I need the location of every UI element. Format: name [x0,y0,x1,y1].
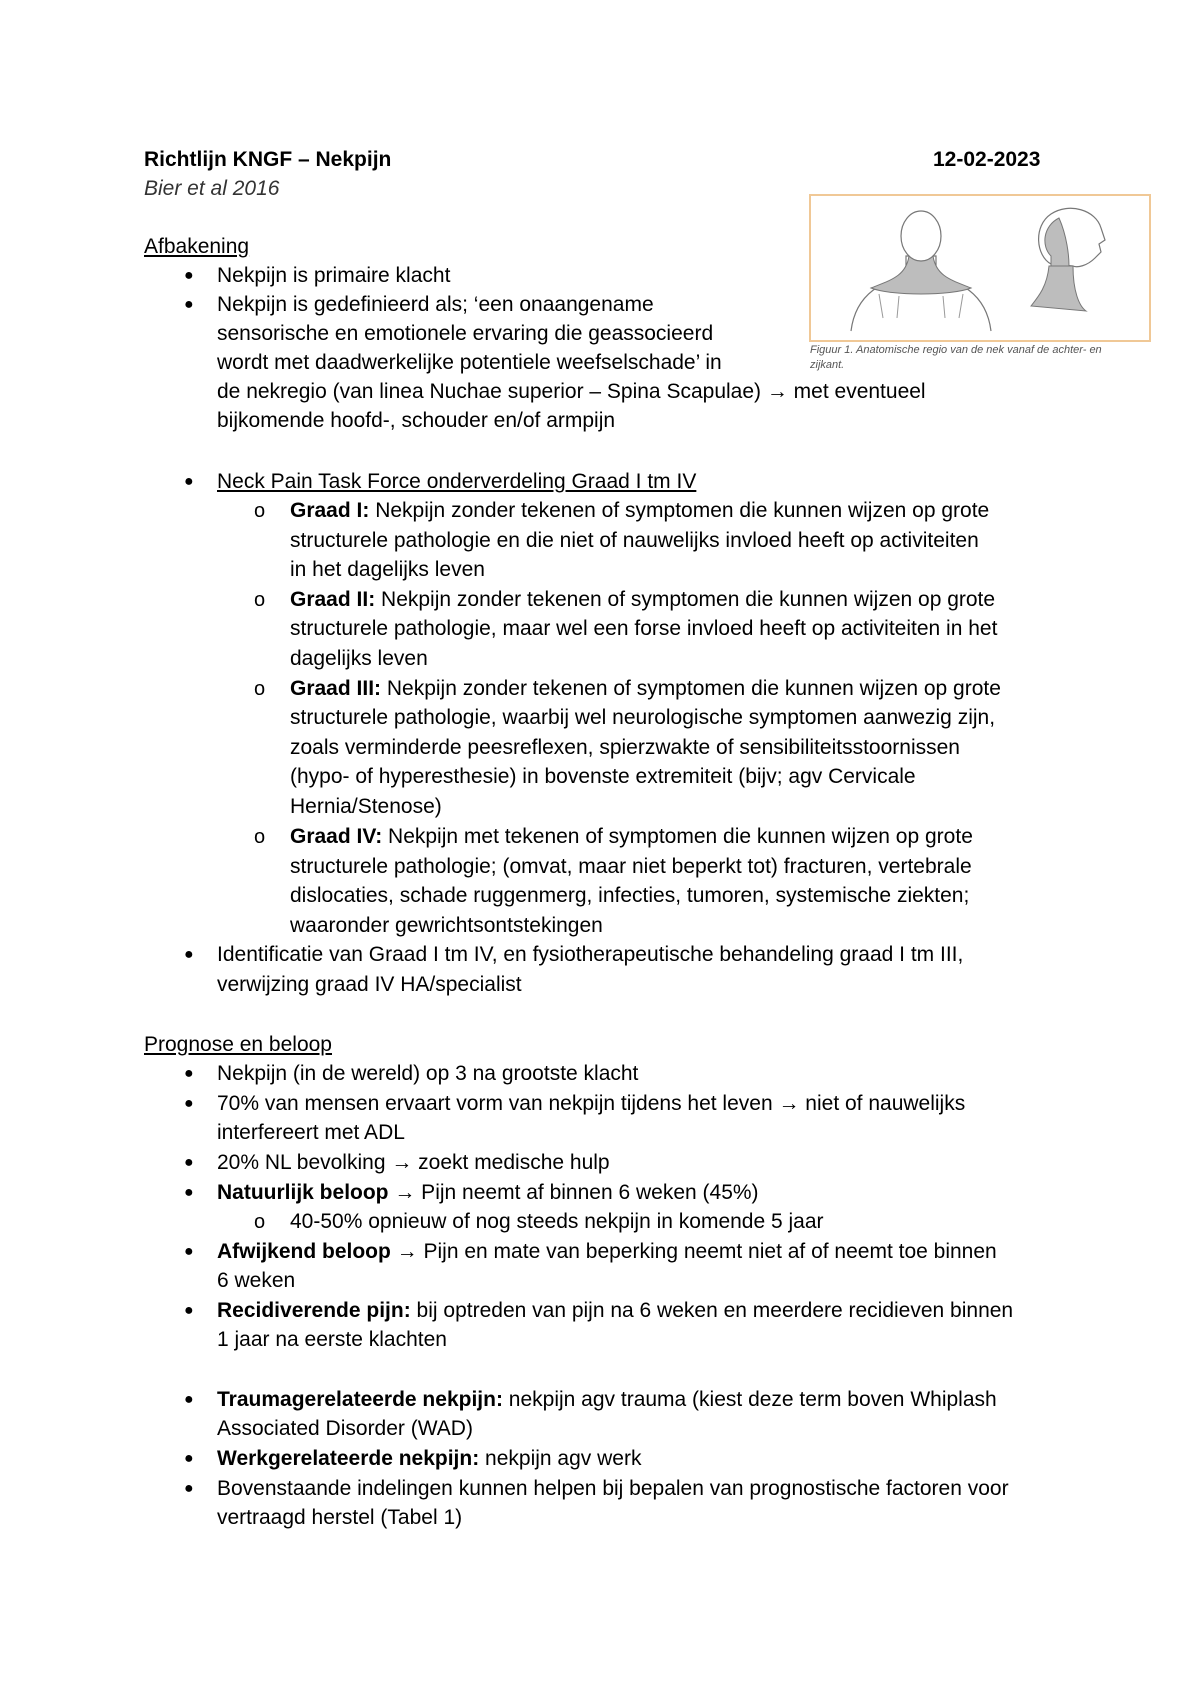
sub-list-item-continuation: in het dagelijks leven [290,558,485,581]
bullet-icon: ● [184,267,194,284]
bullet-icon: ● [184,1302,194,1319]
sub-list-item: o Graad IV: Nekpijn met tekenen of symptomen die kunnen wijzen op grote [0,822,1200,852]
list-item-continuation: vertraagd herstel (Tabel 1) [217,1506,463,1529]
sub-list-item-continuation: waaronder gewrichtsontstekingen [290,914,603,937]
bullet-icon: ● [184,473,194,490]
sub-list-item: o Graad II: Nekpijn zonder tekenen of symptomen die kunnen wijzen op grote [0,585,1200,615]
list-item-continuation: interfereert met ADL [217,1121,405,1144]
list-item: ● Neck Pain Task Force onderverdeling Graad I tm IV [0,467,1200,497]
list-item: ● Werkgerelateerde nekpijn: nekpijn agv werk [0,1444,1200,1474]
list-item: ● 20% NL bevolking → zoekt medische hulp [0,1148,1200,1178]
circle-bullet-icon: o [254,1211,266,1233]
figure-caption: Figuur 1. Anatomische regio van de nek vanaf de achter- en zijkant. [810,344,1102,371]
list-item-continuation: 6 weken [217,1269,296,1292]
list-item: ● Nekpijn is gedefinieerd als; ‘een onaangename [0,290,1200,320]
circle-bullet-icon: o [254,678,266,700]
sub-list-item-continuation: (hypo- of hyperesthesie) in bovenste extremiteit (bijv; agv Cervicale [290,765,916,788]
sub-list-item-continuation: zoals verminderde peesreflexen, spierzwakte of sensibiliteitsstoornissen [290,736,960,759]
list-item: ● Natuurlijk beloop → Pijn neemt af binnen 6 weken (45%) [0,1178,1200,1208]
circle-bullet-icon: o [254,826,266,848]
bullet-icon: ● [184,946,194,963]
list-item-continuation: 1 jaar na eerste klachten [217,1328,447,1351]
sub-list-item-continuation: dagelijks leven [290,647,428,670]
bullet-icon: ● [184,1154,194,1171]
bullet-icon: ● [184,1095,194,1112]
list-item: ● Afwijkend beloop → Pijn en mate van beperking neemt niet af of neemt toe binnen [0,1237,1200,1267]
sub-list-item-continuation: structurele pathologie, waarbij wel neurologische symptomen aanwezig zijn, [290,706,996,729]
list-item-continuation: de nekregio (van linea Nuchae superior – Spina Scapulae) → met eventueel [217,380,926,403]
sub-list-item-continuation: structurele pathologie, maar wel een forse invloed heeft op activiteiten in het [290,617,998,640]
list-item: ● Nekpijn (in de wereld) op 3 na grootste klacht [0,1059,1200,1089]
bullet-icon: ● [184,1480,194,1497]
list-item-continuation: Associated Disorder (WAD) [217,1417,473,1440]
document-author: Bier et al 2016 [144,177,280,200]
list-item-continuation: bijkomende hoofd-, schouder en/of armpijn [217,409,616,432]
list-item-continuation: wordt met daadwerkelijke potentiele weefselschade’ in [217,351,722,374]
sub-list-item: o Graad I: Nekpijn zonder tekenen of symptomen die kunnen wijzen op grote [0,496,1200,526]
sub-list-item: o 40-50% opnieuw of nog steeds nekpijn in komende 5 jaar [0,1207,1200,1237]
sub-list-item-continuation: structurele pathologie; (omvat, maar niet beperkt tot) fracturen, vertebrale [290,855,972,878]
sub-list-item: o Graad III: Nekpijn zonder tekenen of symptomen die kunnen wijzen op grote [0,674,1200,704]
bullet-icon: ● [184,1450,194,1467]
sub-list-item-continuation: Hernia/Stenose) [290,795,442,818]
list-item: ● Nekpijn is primaire klacht [0,261,1200,291]
bullet-icon: ● [184,1184,194,1201]
list-item: ● Recidiverende pijn: bij optreden van pijn na 6 weken en meerdere recidieven binnen [0,1296,1200,1326]
circle-bullet-icon: o [254,589,266,611]
list-item: ● Identificatie van Graad I tm IV, en fysiotherapeutische behandeling graad I tm III, [0,940,1200,970]
section-heading-prognose: Prognose en beloop [144,1033,332,1056]
list-item: ● 70% van mensen ervaart vorm van nekpijn tijdens het leven → niet of nauwelijks [0,1089,1200,1119]
bullet-icon: ● [184,1243,194,1260]
bullet-icon: ● [184,296,194,313]
document-date: 12-02-2023 [933,148,1041,171]
sub-list-item-continuation: dislocaties, schade ruggenmerg, infecties, tumoren, systemische ziekten; [290,884,970,907]
list-item: ● Traumagerelateerde nekpijn: nekpijn agv trauma (kiest deze term boven Whiplash [0,1385,1200,1415]
list-item-continuation: sensorische en emotionele ervaring die geassocieerd [217,322,714,345]
bullet-icon: ● [184,1065,194,1082]
document-title: Richtlijn KNGF – Nekpijn [144,148,392,171]
section-heading-afbakening: Afbakening [144,235,250,258]
list-item: ● Bovenstaande indelingen kunnen helpen bij bepalen van prognostische factoren voor [0,1474,1200,1504]
bullet-icon: ● [184,1391,194,1408]
circle-bullet-icon: o [254,500,266,522]
sub-list-item-continuation: structurele pathologie en die niet of nauwelijks invloed heeft op activiteiten [290,529,979,552]
list-item-continuation: verwijzing graad IV HA/specialist [217,973,522,996]
